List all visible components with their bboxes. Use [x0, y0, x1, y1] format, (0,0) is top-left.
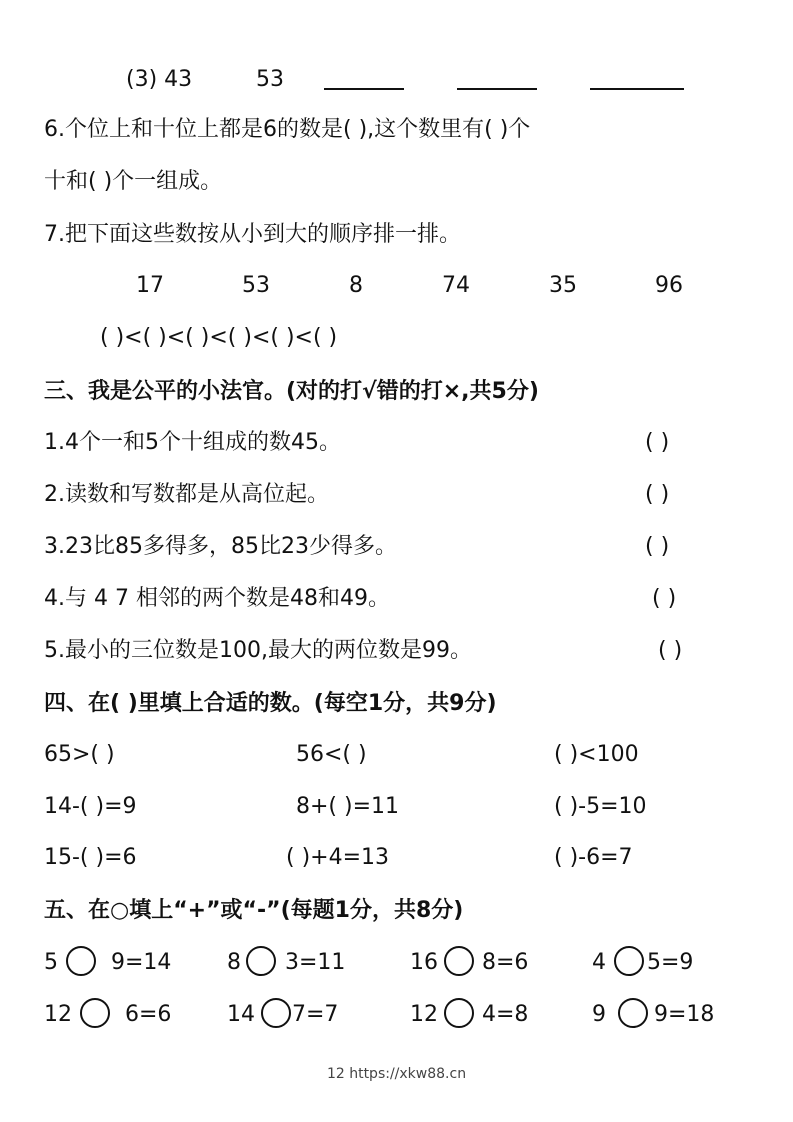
- q5-item-3: [0, 60, 793, 100]
- operand-right: 5=9: [647, 950, 694, 975]
- judge-answer-box[interactable]: ( ): [645, 430, 670, 455]
- judge-item: [0, 579, 793, 619]
- answer-blank-3[interactable]: [590, 88, 684, 90]
- q7-number: 96: [655, 273, 683, 298]
- judge-answer-box[interactable]: ( ): [645, 482, 670, 507]
- fill-row: [0, 787, 793, 827]
- section3-heading: [0, 372, 793, 412]
- judge-item: [0, 423, 793, 463]
- judge-answer-box[interactable]: ( ): [658, 638, 683, 663]
- judge-item-text: 5.最小的三位数是100,最大的两位数是99。: [44, 638, 472, 663]
- q5-3-num2: 53: [256, 67, 284, 92]
- operand-left: 12: [410, 1002, 438, 1027]
- operand-left: 5: [44, 950, 58, 975]
- operator-row: [0, 943, 793, 983]
- operand-left: 14: [227, 1002, 255, 1027]
- section5-title: 五、在○填上“+”或“-”(每题1分，共8分): [44, 898, 464, 923]
- q7-order-blanks[interactable]: ( )<( )<( )<( )<( )<( ): [100, 325, 338, 350]
- judge-item: [0, 475, 793, 515]
- operator-circle[interactable]: [618, 998, 648, 1028]
- fill-expression[interactable]: 14-( )=9: [44, 794, 137, 819]
- judge-item-text: 1.4个一和5个十组成的数45。: [44, 430, 341, 455]
- judge-item-text: 2.读数和写数都是从高位起。: [44, 482, 329, 507]
- operand-left: 16: [410, 950, 438, 975]
- operand-left: 12: [44, 1002, 72, 1027]
- operand-right: 4=8: [482, 1002, 529, 1027]
- q5-3-label: (3) 43: [126, 67, 193, 92]
- operand-left: 9: [592, 1002, 606, 1027]
- operand-right: 7=7: [292, 1002, 339, 1027]
- judge-item: [0, 527, 793, 567]
- operator-circle[interactable]: [444, 998, 474, 1028]
- judge-answer-box[interactable]: ( ): [645, 534, 670, 559]
- q7-number: 35: [549, 273, 577, 298]
- q6-line1: [0, 110, 793, 150]
- judge-answer-box[interactable]: ( ): [652, 586, 677, 611]
- q7-title: 7.把下面这些数按从小到大的顺序排一排。: [44, 222, 461, 247]
- operator-row: [0, 995, 793, 1035]
- operand-right: 9=18: [654, 1002, 715, 1027]
- operator-circle[interactable]: [444, 946, 474, 976]
- q7-number: 8: [349, 273, 363, 298]
- section4-title: 四、在( )里填上合适的数。(每空1分，共9分): [44, 691, 497, 716]
- q7-numbers: [0, 266, 793, 306]
- q7-order-row: [0, 318, 793, 358]
- answer-blank-2[interactable]: [457, 88, 537, 90]
- operator-circle[interactable]: [246, 946, 276, 976]
- operand-left: 8: [227, 950, 241, 975]
- operand-left: 4: [592, 950, 606, 975]
- q6-text-2: 十和( )个一组成。: [44, 169, 223, 194]
- section5-heading: [0, 891, 793, 931]
- q7-title-row: [0, 215, 793, 255]
- judge-item-text: 3.23比85多得多，85比23少得多。: [44, 534, 397, 559]
- fill-expression[interactable]: ( )+4=13: [286, 845, 390, 870]
- fill-expression[interactable]: ( )-5=10: [554, 794, 647, 819]
- judge-item: [0, 631, 793, 671]
- operand-right: 3=11: [285, 950, 346, 975]
- operator-circle[interactable]: [261, 998, 291, 1028]
- q7-number: 74: [442, 273, 470, 298]
- fill-expression[interactable]: 65>( ): [44, 742, 115, 767]
- operator-circle[interactable]: [66, 946, 96, 976]
- judge-item-text: 4.与 4 7 相邻的两个数是48和49。: [44, 586, 390, 611]
- section3-title: 三、我是公平的小法官。(对的打√错的打×,共5分): [44, 379, 539, 404]
- operator-circle[interactable]: [614, 946, 644, 976]
- section4-heading: [0, 684, 793, 724]
- answer-blank-1[interactable]: [324, 88, 404, 90]
- fill-expression[interactable]: ( )-6=7: [554, 845, 633, 870]
- fill-expression[interactable]: 15-( )=6: [44, 845, 137, 870]
- q6-line2: [0, 162, 793, 202]
- page-footer: 12 https://xkw88.cn: [326, 1066, 467, 1082]
- fill-row: [0, 735, 793, 775]
- fill-row: [0, 838, 793, 878]
- q6-text-1: 6.个位上和十位上都是6的数是( ),这个数里有( )个: [44, 117, 531, 142]
- operand-right: 8=6: [482, 950, 529, 975]
- q7-number: 53: [242, 273, 270, 298]
- operator-circle[interactable]: [80, 998, 110, 1028]
- operand-right: 9=14: [111, 950, 172, 975]
- fill-expression[interactable]: 8+( )=11: [296, 794, 400, 819]
- q7-number: 17: [136, 273, 164, 298]
- fill-expression[interactable]: ( )<100: [554, 742, 639, 767]
- operand-right: 6=6: [125, 1002, 172, 1027]
- fill-expression[interactable]: 56<( ): [296, 742, 367, 767]
